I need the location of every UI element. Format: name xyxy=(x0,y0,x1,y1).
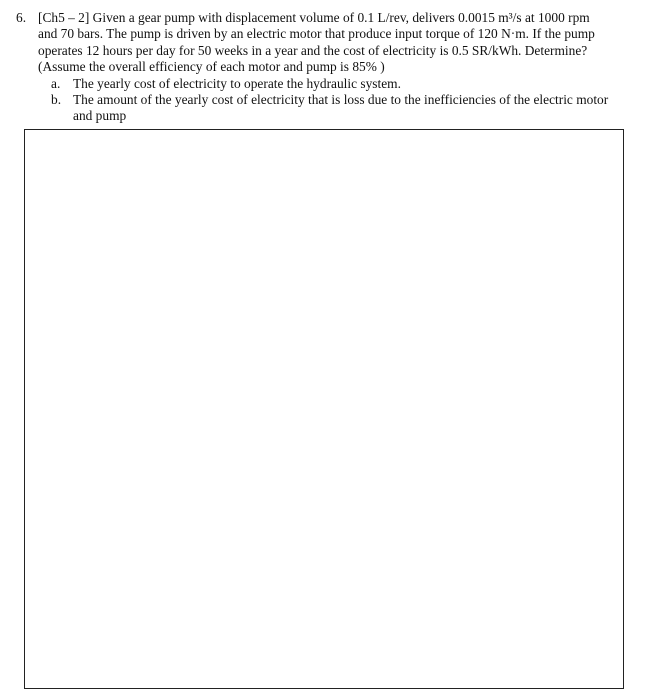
question-text xyxy=(38,10,644,76)
question-line-4: (Assume the overall efficiency of each motor and pump is 85% ) xyxy=(38,59,385,75)
subpart-list xyxy=(51,76,644,125)
question-line-2: and 70 bars. The pump is driven by an electric motor that produce input torque of 120 N·m. If the pump xyxy=(38,26,595,42)
question-line-3: operates 12 hours per day for 50 weeks in a year and the cost of electricity is 0.5 SR/kWh. Determine? xyxy=(38,42,588,58)
subpart-a xyxy=(51,76,644,92)
question-line-1: [Ch5 – 2] Given a gear pump with displacement volume of 0.1 L/rev, delivers 0.0015 m³/s at 1000 rpm xyxy=(38,10,590,25)
subpart-b-line-2: and pump xyxy=(73,108,127,124)
subpart-b-line-1: The amount of the yearly cost of electricity that is loss due to the inefficiencies of the electric motor xyxy=(73,92,609,108)
question-number: 6. xyxy=(16,10,27,25)
question-block xyxy=(16,10,644,125)
subpart-a-letter: a. xyxy=(51,75,61,91)
subpart-b-letter: b. xyxy=(51,92,62,108)
subpart-a-line-1: The yearly cost of electricity to operate the hydraulic system. xyxy=(73,75,401,91)
subpart-b xyxy=(51,92,644,125)
answer-box[interactable] xyxy=(24,129,624,689)
